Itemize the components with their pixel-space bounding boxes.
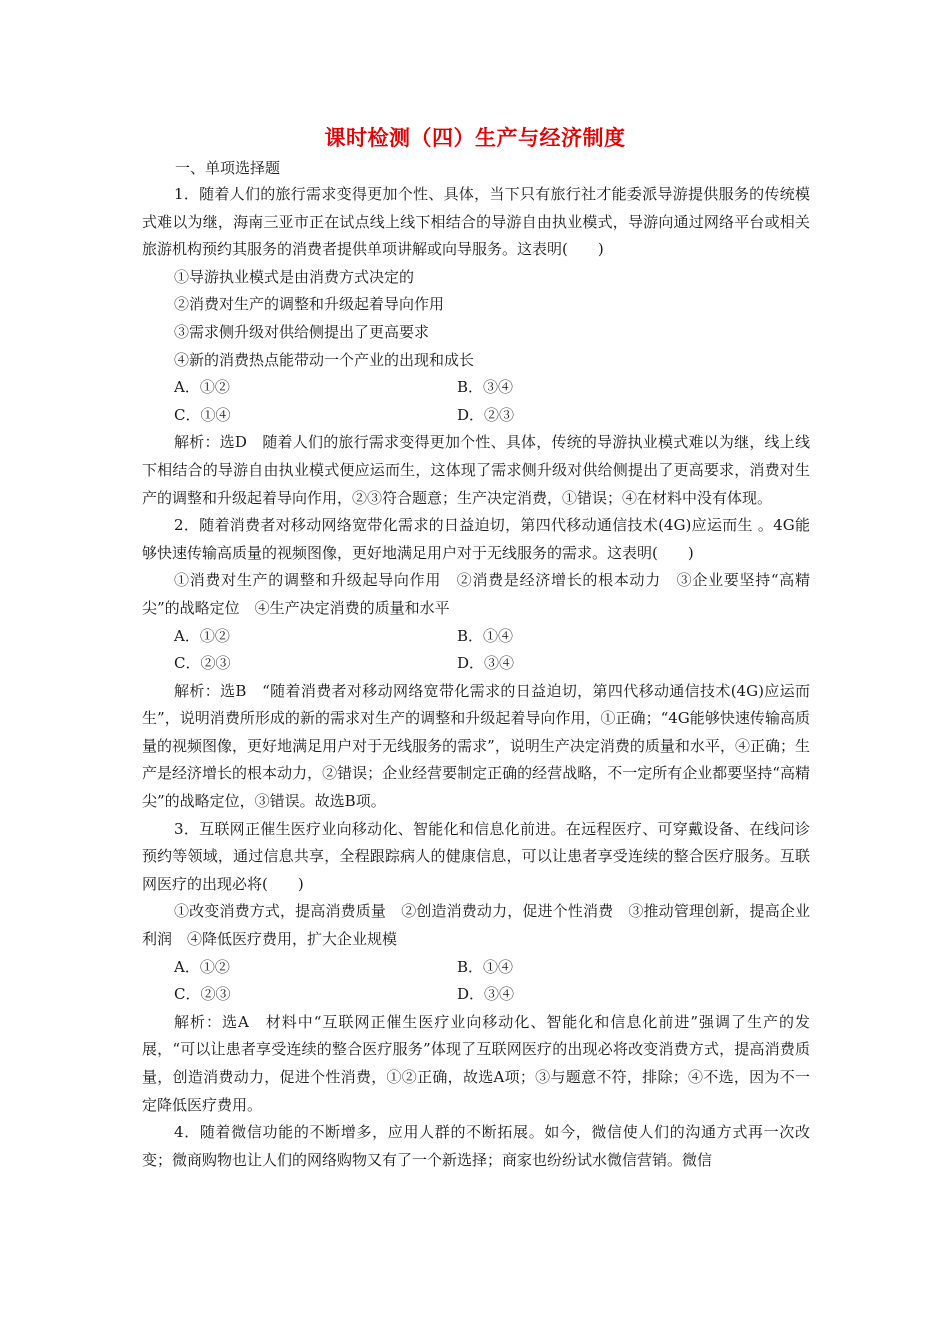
choice-d: D．③④ xyxy=(457,654,515,673)
question-3-analysis: 解析：选A 材料中“互联网正催生医疗业向移动化、智能化和信息化前进”强调了生产的发展，“可以让患者享受连续的整合医疗服务”体现了互联网医疗的出现必将改变消费方式，提高消费质量，创造消费动力，促进个性消费，①②正确，故选A项；③与题意不符，排除；④不选，因为不一定降低医疗费用。 xyxy=(142,1012,810,1114)
choice-c: C．②③ xyxy=(174,985,231,1004)
question-1-option-1: ①导游执业模式是由消费方式决定的 xyxy=(174,267,415,286)
choice-d: D．②③ xyxy=(457,405,515,424)
choice-b: B．①④ xyxy=(457,626,514,645)
question-4-stem: 4．随着微信功能的不断增多，应用人群的不断拓展。如今，微信使人们的沟通方式再一次改变；微商购物也让人们的网络购物又有了一个新选择；商家也纷纷试水微信营销。微信 xyxy=(142,1123,810,1169)
question-1-choices-ab xyxy=(142,374,810,402)
question-3-stem: 3．互联网正催生医疗业向移动化、智能化和信息化前进。在远程医疗、可穿戴设备、在线问诊预约等领域，通过信息共享，全程跟踪病人的健康信息，可以让患者享受连续的整合医疗服务。互联网医疗的出现必将( ) xyxy=(142,819,810,893)
question-3-choices-cd xyxy=(142,981,810,1009)
choice-b: B．③④ xyxy=(457,378,514,397)
question-1-analysis: 解析：选D 随着人们的旅行需求变得更加个性、具体，传统的导游执业模式难以为继，线上线下相结合的导游自由执业模式便应运而生，这体现了需求侧升级对供给侧提出了更高要求，消费对生产的调整和升级起着导向作用，②③符合题意；生产决定消费，①错误；④在材料中没有体现。 xyxy=(142,433,810,507)
question-2-analysis: 解析：选B “随着消费者对移动网络宽带化需求的日益迫切，第四代移动通信技术(4G)应运而生”，说明消费所形成的新的需求对生产的调整和升级起着导向作用，①正确；“4G能够快速传输高质量的视频图像，更好地满足用户对于无线服务的需求”，说明生产决定消费的质量和水平，④正确；生产是经济增长的根本动力，②错误；企业经营要制定正确的经营战略，不一定所有企业都要坚持“高精尖”的战略定位，③错误。故选B项。 xyxy=(142,681,810,811)
choice-a: A．①② xyxy=(174,957,230,976)
question-1-choices-cd xyxy=(142,402,810,430)
page-title: 课时检测（四）生产与经济制度 xyxy=(324,126,626,150)
choice-a: A．①② xyxy=(174,626,230,645)
question-2-stem: 2．随着消费者对移动网络宽带化需求的日益迫切，第四代移动通信技术(4G)应运而生 。4G能够快速传输高质量的视频图像，更好地满足用户对于无线服务的需求。这表明( ) xyxy=(142,516,810,562)
choice-b: B．①④ xyxy=(457,957,514,976)
question-1-option-4: ④新的消费热点能带动一个产业的出现和成长 xyxy=(174,350,475,369)
choice-a: A．①② xyxy=(174,378,230,397)
question-2-options: ①消费对生产的调整和升级起导向作用 ②消费是经济增长的根本动力 ③企业要坚持“高精尖”的战略定位 ④生产决定消费的质量和水平 xyxy=(142,571,810,617)
question-3-choices-ab xyxy=(142,954,810,982)
question-1-option-2: ②消费对生产的调整和升级起着导向作用 xyxy=(174,295,445,314)
question-2-choices-cd xyxy=(142,650,810,678)
question-3-options: ①改变消费方式，提高消费质量 ②创造消费动力，促进个性消费 ③推动管理创新，提高企业利润 ④降低医疗费用，扩大企业规模 xyxy=(142,902,810,949)
question-1-stem: 1．随着人们的旅行需求变得更加个性、具体，当下只有旅行社才能委派导游提供服务的传统模式难以为继，海南三亚市正在试点线上线下相结合的导游自由执业模式，导游向通过网络平台或相关旅游机构预约其服务的消费者提供单项讲解或向导服务。这表明( ) xyxy=(142,185,810,259)
choice-c: C．②③ xyxy=(174,654,231,673)
choice-d: D．③④ xyxy=(457,985,515,1004)
section-heading: 一、单项选择题 xyxy=(175,159,281,177)
choice-c: C．①④ xyxy=(174,405,231,424)
question-1-option-3: ③需求侧升级对供给侧提出了更高要求 xyxy=(174,322,430,341)
question-2-choices-ab xyxy=(142,623,810,651)
document-body xyxy=(142,181,810,1174)
